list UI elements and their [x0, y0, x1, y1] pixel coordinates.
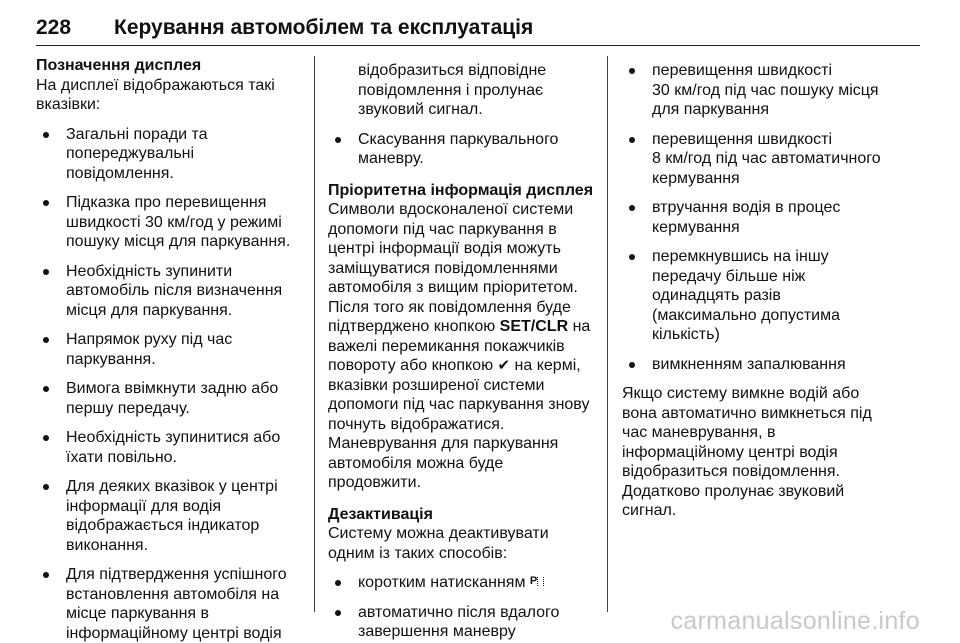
closing-paragraph: Якщо систему вимкне водій або вона автоматично вимкнеться під час маневрування, в інформаційному центрі водія відобразиться повідомлення. Додатково пролунає звуковий сигнал. — [622, 384, 894, 521]
list-item: Необхідність зупинити автомобіль після визначення місця для паркування. — [36, 262, 301, 321]
list-item: перемкнувшись на іншу передачу більше ніж одинадцять разів (максимально допустима кількість) — [622, 247, 894, 345]
page-number: 228 — [36, 16, 114, 40]
display-intro: На дисплеї відображаються такі вказівки: — [36, 76, 301, 115]
list-item: Підказка про перевищення швидкості 30 км/год у режимі пошуку місця для паркування. — [36, 193, 301, 252]
list-item: Для деяких вказівок у центрі інформації для водія відображається індикатор виконання. — [36, 477, 301, 555]
page-header — [36, 12, 920, 46]
list-item: перевищення швидкості 30 км/год під час пошуку місця для паркування — [622, 61, 894, 120]
deactivation-list-continued — [622, 61, 894, 374]
priority-paragraph: Символи вдосконаленої системи допомоги під час паркування в центрі інформації водія можуть заміщуватися повідомленнями автомобіля з вищим пріоритетом. Після того як повідомлення буде підтверджено кнопкою SET/CLR на важелі перемикання покажчиків повороту або кнопкою ✔ на кермі, вказівки розширеної системи допомоги під час паркування знову почнуть відображатися. Маневрування для паркування автомобіля можна буде продовжити. — [328, 200, 596, 493]
list-item: Необхідність зупинитися або їхати повільно. — [36, 428, 301, 467]
section-heading-display: Позначення дисплея — [36, 56, 301, 76]
list-item: автоматично після вдалого завершення маневру — [328, 603, 596, 642]
display-indications-list — [36, 125, 301, 643]
column-middle — [328, 61, 596, 642]
cancel-list — [328, 130, 596, 169]
section-heading-priority: Пріоритетна інформація дисплея — [328, 181, 596, 201]
column-left — [36, 56, 301, 643]
list-item: Для підтвердження успішного встановлення автомобіля на місце паркування в інформаційному центрі водія — [36, 565, 301, 643]
list-item: коротким натисканням P — [328, 573, 596, 593]
check-icon: ✔ — [498, 356, 511, 376]
list-item: Скасування паркувального маневру. — [328, 130, 596, 169]
column-right — [622, 61, 894, 521]
column-divider — [314, 56, 315, 612]
section-heading-deactivation: Дезактивація — [328, 505, 596, 525]
list-item: Загальні поради та попереджувальні повідомлення. — [36, 125, 301, 184]
list-item: втручання водія в процес кермування — [622, 198, 894, 237]
parking-assist-icon — [530, 575, 543, 588]
list-item: Напрямок руху під час паркування. — [36, 330, 301, 369]
continued-text: відобразиться відповідне повідомлення і пролунає звуковий сигнал. — [328, 61, 596, 120]
deactivation-list — [328, 573, 596, 642]
list-item: вимкненням запалювання — [622, 355, 894, 375]
set-clr-button-label: SET/CLR — [500, 318, 568, 335]
column-divider — [607, 56, 608, 612]
watermark: carmanualsonline.info — [670, 607, 920, 636]
page-title: Керування автомобілем та експлуатація — [114, 16, 533, 40]
list-item: Вимога ввімкнути задню або першу передачу. — [36, 379, 301, 418]
deactivation-intro: Систему можна деактивувати одним із таких способів: — [328, 524, 596, 563]
list-item: перевищення швидкості 8 км/год під час автоматичного кермування — [622, 130, 894, 189]
